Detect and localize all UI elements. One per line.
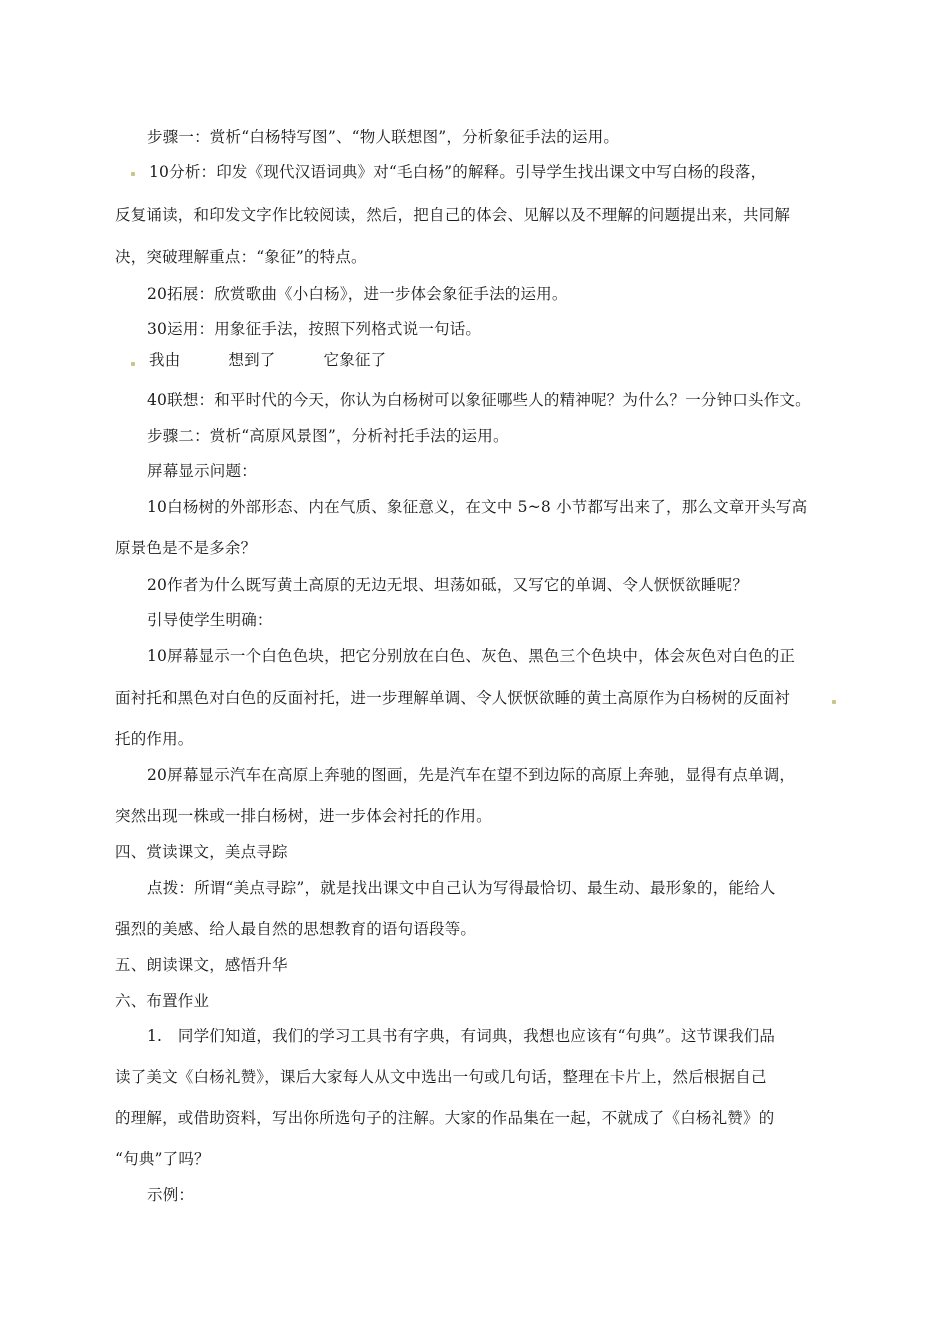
tip-paragraph: 点拨：所谓“美点寻踪”，就是找出课文中自己认为写得最恰切、最生动、最形象的，能给人 [147, 879, 776, 897]
scan-mark [131, 172, 135, 176]
scan-mark [131, 362, 135, 366]
homework-item-1-cont-1: 读了美文《白杨礼赞》，课后大家每人从文中选出一句或几句话，整理在卡片上，然后根据自己 [115, 1068, 767, 1086]
paragraph-extension: 20拓展：欣赏歌曲《小白杨》，进一步体会象征手法的运用。 [147, 285, 568, 303]
answer-one-cont-1: 面衬托和黑色对白色的反面衬托，进一步理解单调、令人恹恹欲睡的黄土高原作为白杨树的反面衬 [115, 689, 791, 707]
pattern-part-1: 我由 [149, 351, 181, 369]
homework-item-1-cont-3: “句典”了吗？ [115, 1150, 210, 1168]
answer-two: 20屏幕显示汽车在高原上奔驰的图画，先是汽车在望不到边际的高原上奔驰，显得有点单调， [147, 766, 796, 784]
paragraph-application: 30运用：用象征手法，按照下列格式说一句话。 [147, 320, 482, 338]
question-one-cont: 原景色是不是多余？ [115, 539, 257, 557]
step-two-heading: 步骤二：赏析“高原风景图”，分析衬托手法的运用。 [147, 427, 509, 445]
sentence-pattern [149, 350, 386, 370]
pattern-part-2: 想到了 [228, 351, 276, 369]
homework-item-1-cont-2: 的理解，或借助资料，写出你所选句子的注解。大家的作品集在一起，不就成了《白杨礼赞》的 [115, 1109, 775, 1127]
answer-one-cont-2: 托的作用。 [115, 730, 194, 748]
section-six-heading: 六、布置作业 [115, 992, 210, 1010]
paragraph-analysis-cont-1: 反复诵读，和印发文字作比较阅读，然后，把自己的体会、见解以及不理解的问题提出来，共同解 [115, 206, 791, 224]
question-one: 10白杨树的外部形态、内在气质、象征意义，在文中 5~8 小节都写出来了，那么文章开头写高 [147, 498, 808, 516]
example-label: 示例： [147, 1186, 195, 1204]
step-one-heading: 步骤一：赏析“白杨特写图”、“物人联想图”，分析象征手法的运用。 [147, 128, 620, 146]
section-five-heading: 五、朗读课文，感悟升华 [115, 956, 288, 974]
paragraph-analysis: 10分析：印发《现代汉语词典》对“毛白杨”的解释。引导学生找出课文中写白杨的段落， [149, 163, 767, 181]
tip-paragraph-cont: 强烈的美感、给人最自然的思想教育的语句语段等。 [115, 920, 477, 938]
paragraph-analysis-cont-2: 决，突破理解重点：“象征”的特点。 [115, 248, 367, 266]
scan-mark [832, 700, 836, 704]
paragraph-association: 40联想：和平时代的今天，你认为白杨树可以象征哪些人的精神呢？为什么？一分钟口头作文。 [147, 391, 811, 409]
guide-label: 引导使学生明确： [147, 611, 273, 629]
homework-item-1: 1. 同学们知道，我们的学习工具书有字典，有词典，我想也应该有“句典”。这节课我们品 [147, 1027, 776, 1045]
answer-one: 10屏幕显示一个白色色块，把它分别放在白色、灰色、黑色三个色块中，体会灰色对白色的正 [147, 647, 796, 665]
question-two: 20作者为什么既写黄土高原的无边无垠、坦荡如砥，又写它的单调、令人恹恹欲睡呢？ [147, 576, 749, 594]
screen-question-label: 屏幕显示问题： [147, 462, 257, 480]
section-four-heading: 四、赏读课文，美点寻踪 [115, 843, 288, 861]
answer-two-cont: 突然出现一株或一排白杨树，进一步体会衬托的作用。 [115, 807, 492, 825]
pattern-part-3: 它象征了 [323, 351, 387, 369]
